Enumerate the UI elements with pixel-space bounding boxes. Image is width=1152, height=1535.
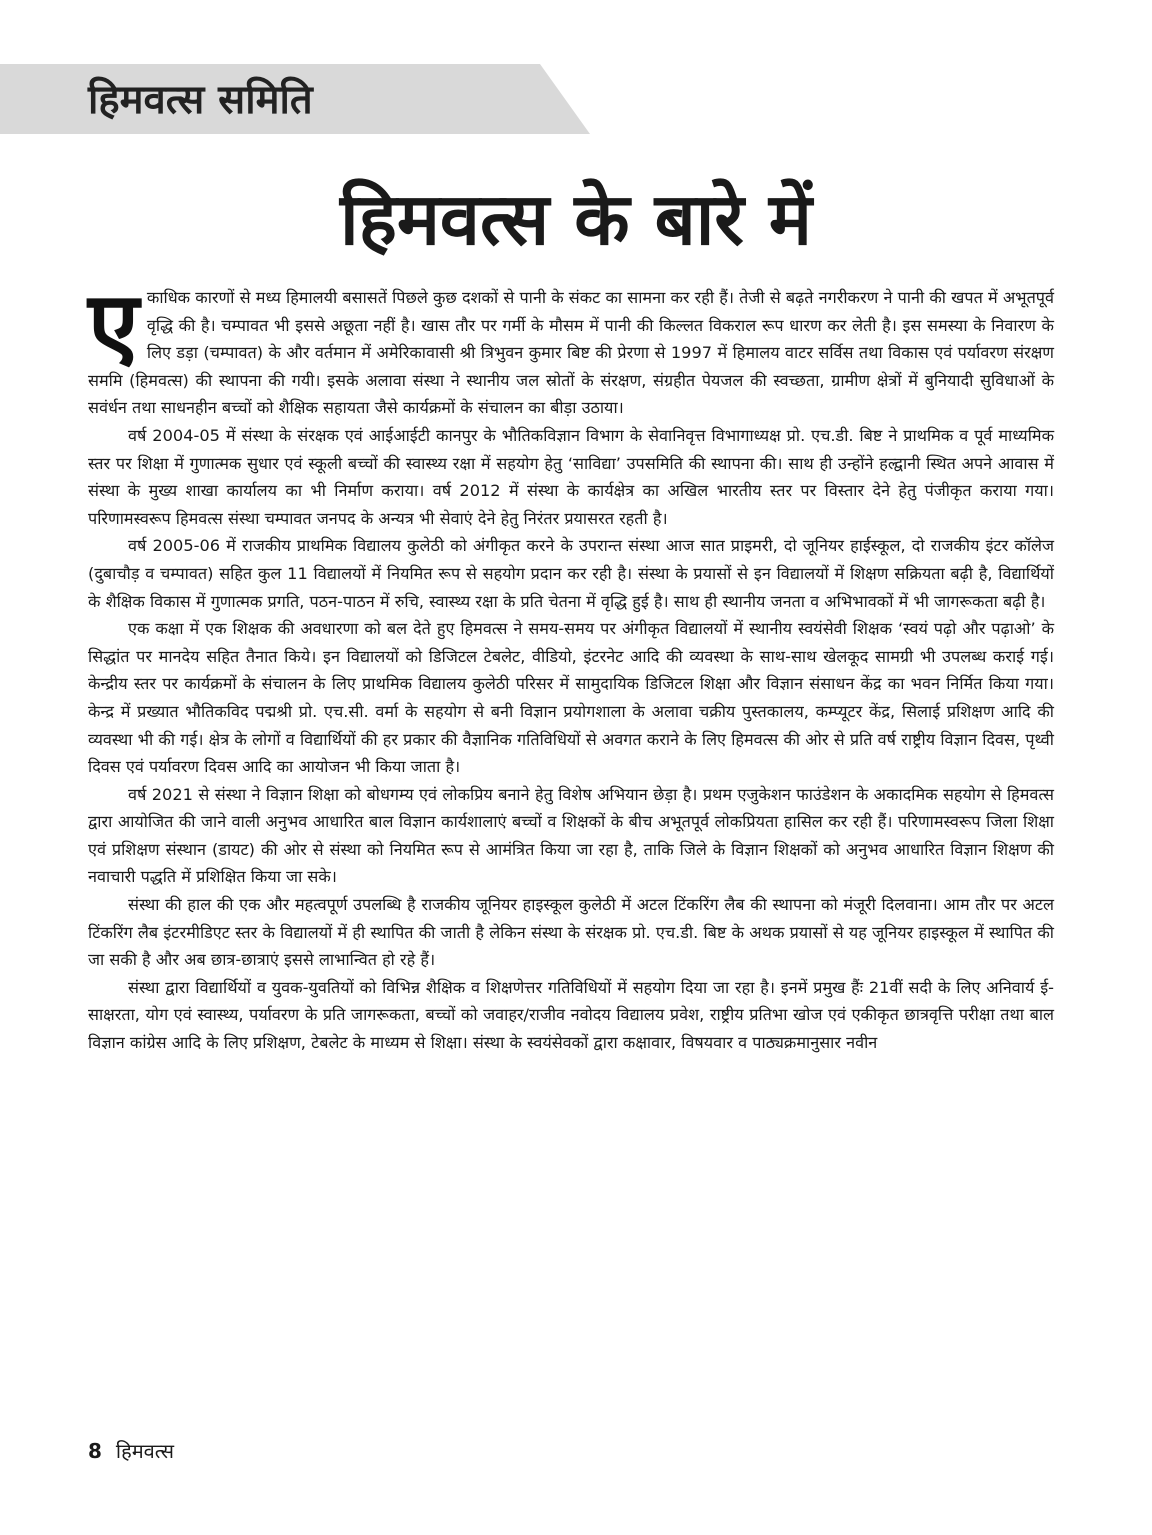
drop-cap: ए — [88, 272, 139, 379]
page-number: 8 — [88, 1439, 102, 1463]
page-footer — [88, 1437, 174, 1464]
section-title: हिमवत्स समिति — [88, 77, 313, 123]
paragraph-6: संस्था की हाल की एक और महत्वपूर्ण उपलब्धि है राजकीय जूनियर हाइस्कूल कुलेठी में अटल टिंकरिंग लैब की स्थापना को मंजूरी दिलवाना। आम तौर पर अटल टिंकरिंग लैब इंटरमीडिएट स्तर के विद्यालयों में ही स्थापित की जाती है लेकिन संस्था के संरक्षक प्रो. एच.डी. बिष्ट के अथक प्रयासों से यह जूनियर हाइस्कूल में स्थापित की जा सकी है और अब छात्र-छात्राएं इससे लाभान्वित हो रहे हैं। — [88, 895, 1054, 970]
paragraph-2: वर्ष 2004-05 में संस्था के संरक्षक एवं आईआईटी कानपुर के भौतिकविज्ञान विभाग के सेवानिवृत्त विभागाध्यक्ष प्रो. एच.डी. बिष्ट ने प्राथमिक व पूर्व माध्यमिक स्तर पर शिक्षा में गुणात्मक सुधार एवं स्कूली बच्चों की स्वास्थ्य रक्षा में सहयोग हेतु ‘साविद्या’ उपसमिति की स्थापना की। साथ ही उन्होंने हल्द्वानी स्थित अपने आवास में संस्था के मुख्य शाखा कार्यालय का भी निर्माण कराया। वर्ष 2012 में संस्था के कार्यक्षेत्र का अखिल भारतीय स्तर पर विस्तार देने हेतु पंजीकृत कराया गया। परिणामस्वरूप हिमवत्स संस्था चम्पावत जनपद के अन्यत्र भी सेवाएं देने हेतु निरंतर प्रयासरत रहती है। — [88, 425, 1054, 528]
article-body — [88, 272, 1054, 1057]
paragraph-1 — [88, 272, 1054, 422]
paragraph-5: वर्ष 2021 से संस्था ने विज्ञान शिक्षा को बोधगम्य एवं लोकप्रिय बनाने हेतु विशेष अभियान छेड़ा है। प्रथम एजुकेशन फाउंडेशन के अकादमिक सहयोग से हिमवत्स द्वारा आयोजित की जाने वाली अनुभव आधारित बाल विज्ञान कार्यशालाएं बच्चों व शिक्षकों के बीच अभूतपूर्व लोकप्रियता हासिल कर रही हैं। परिणामस्वरूप जिला शिक्षा एवं प्रशिक्षण संस्थान (डायट) की ओर से संस्था को नियमित रूप से आमंत्रित किया जा रहा है, ताकि जिले के विज्ञान शिक्षकों को अनुभव आधारित विज्ञान शिक्षण की नवाचारी पद्धति में प्रशिक्षित किया जा सके। — [88, 784, 1054, 887]
paragraph-7: संस्था द्वारा विद्यार्थियों व युवक-युवतियों को विभिन्न शैक्षिक व शिक्षणेत्तर गतिविधियों में सहयोग दिया जा रहा है। इनमें प्रमुख हैंः 21वीं सदी के लिए अनिवार्य ई-साक्षरता, योग एवं स्वास्थ्य, पर्यावरण के प्रति जागरूकता, बच्चों को जवाहर/राजीव नवोदय विद्यालय प्रवेश, राष्ट्रीय प्रतिभा खोज एवं एकीकृत छात्रवृत्ति परीक्षा तथा बाल विज्ञान कांग्रेस आदि के लिए प्रशिक्षण, टेबलेट के माध्यम से शिक्षा। संस्था के स्वयंसेवकों द्वारा कक्षावार, विषयवार व पाठ्यक्रमानुसार नवीन — [88, 977, 1054, 1053]
paragraph-1-text: काधिक कारणों से मध्य हिमालयी बसासतें पिछले कुछ दशकों से पानी के संकट का सामना कर रही हैं। तेजी से बढ़ते नगरीकरण ने पानी की खपत में अभूतपूर्व वृद्धि की है। चम्पावत भी इससे अछूता नहीं है। खास तौर पर गर्मी के मौसम में पानी की किल्लत विकराल रूप धारण कर लेती है। इस समस्या के निवारण के लिए डड़ा (चम्पावत) के और वर्तमान में अमेरिकावासी श्री त्रिभुवन कुमार बिष्ट की प्रेरणा से 1997 में हिमालय वाटर सर्विस तथा विकास एवं पर्यावरण संरक्षण सममि (हिमवत्स) की स्थापना की गयी। इसके अलावा संस्था ने स्थानीय जल स्रोतों के संरक्षण, संग्रहीत पेयजल की स्वच्छता, ग्रामीण क्षेत्रों में बुनियादी सुविधाओं के सवंर्धन तथा साधनहीन बच्चों को शैक्षिक सहायता जैसे कार्यक्रमों के संचालन का बीड़ा उठाया। — [88, 288, 1054, 418]
paragraph-4: एक कक्षा में एक शिक्षक की अवधारणा को बल देते हुए हिमवत्स ने समय-समय पर अंगीकृत विद्यालयों में स्थानीय स्वयंसेवी शिक्षक ‘स्वयं पढ़ो और पढ़ाओ’ के सिद्धांत पर मानदेय सहित तैनात किये। इन विद्यालयों को डिजिटल टेबलेट, वीडियो, इंटरनेट आदि की व्यवस्था के साथ-साथ खेलकूद सामग्री भी उपलब्ध कराई गई। केन्द्रीय स्तर पर कार्यक्रमों के संचालन के लिए प्राथमिक विद्यालय कुलेठी परिसर में सामुदायिक डिजिटल शिक्षा और विज्ञान संसाधन केंद्र का भवन निर्मित किया गया। केन्द्र में प्रख्यात भौतिकविद पद्मश्री प्रो. एच.सी. वर्मा के सहयोग से बनी विज्ञान प्रयोगशाला के अलावा चक्रीय पुस्तकालय, कम्प्यूटर केंद्र, सिलाई प्रशिक्षण आदि की व्यवस्था भी की गई। क्षेत्र के लोगों व विद्यार्थियों की हर प्रकार की वैज्ञानिक गतिविधियों से अवगत कराने के लिए हिमवत्स की ओर से प्रति वर्ष राष्ट्रीय विज्ञान दिवस, पृथ्वी दिवस एवं पर्यावरण दिवस आदि का आयोजन भी किया जाता है। — [88, 619, 1054, 777]
paragraph-3: वर्ष 2005-06 में राजकीय प्राथमिक विद्यालय कुलेठी को अंगीकृत करने के उपरान्त संस्था आज सात प्राइमरी, दो जूनियर हाईस्कूल, दो राजकीय इंटर कॉलेज (दुबाचौड़ व चम्पावत) सहित कुल 11 विद्यालयों में नियमित रूप से सहयोग प्रदान कर रही है। संस्था के प्रयासों से इन विद्यालयों में शिक्षण सक्रियता बढ़ी है, विद्यार्थियों के शैक्षिक विकास में गुणात्मक प्रगति, पठन-पाठन में रुचि, स्वास्थ्य रक्षा के प्रति चेतना में वृद्धि हुई है। साथ ही स्थानीय जनता व अभिभावकों में भी जागरूकता बढ़ी है। — [88, 536, 1054, 611]
page-title: हिमवत्स के बारे में — [340, 177, 812, 261]
publication-name: हिमवत्स — [115, 1439, 175, 1463]
